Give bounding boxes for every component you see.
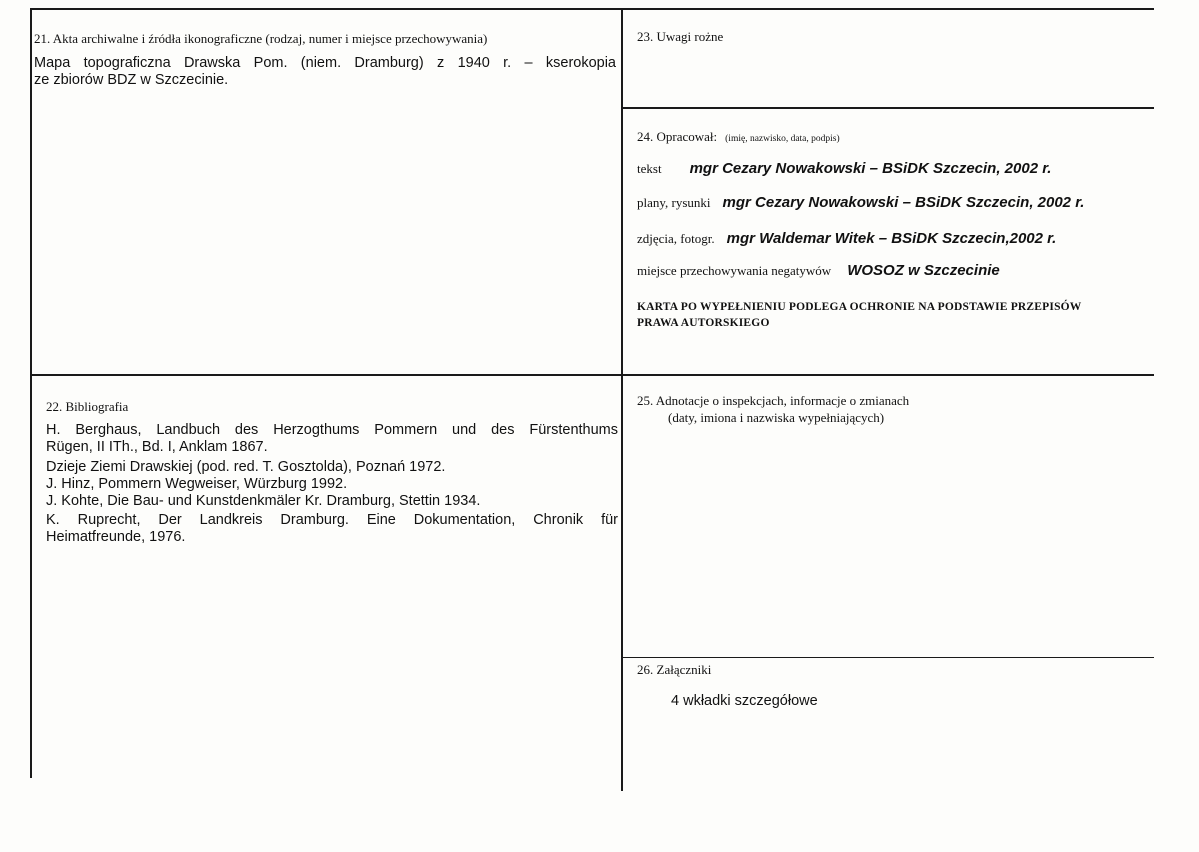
section-26-label: 26. Załączniki <box>637 662 712 677</box>
section-21-line-2: ze zbiorów BDZ w Szczecinie. <box>34 72 229 88</box>
bibliography-entry: Dzieje Ziemi Drawskiej (pod. red. T. Gosztolda), Poznań 1972. <box>46 459 446 475</box>
bibliography-entry: K. Ruprecht, Der Landkreis Dramburg. Eine Dokumentation, Chronik für <box>46 512 618 528</box>
author-row-value: mgr Cezary Nowakowski – BSiDK Szczecin, 2002 r. <box>722 194 1085 211</box>
section-24-label: 24. Opracował: <box>637 129 718 144</box>
top-border <box>30 8 1154 10</box>
section-25-label: 25. Adnotacje o inspekcjach, informacje o zmianach <box>637 393 910 408</box>
author-row-photos <box>637 230 1056 248</box>
bibliography-entry: J. Hinz, Pommern Wegweiser, Würzburg 1992. <box>46 476 348 492</box>
author-row-key: plany, rysunki <box>637 195 711 210</box>
bibliography-entry: Rügen, II ITh., Bd. I, Anklam 1867. <box>46 439 268 455</box>
section-25-sublabel: (daty, imiona i nazwiska wypełniających) <box>668 410 885 425</box>
bibliography-entry: H. Berghaus, Landbuch des Herzogthums Pommern und des Fürstenthums <box>46 422 618 438</box>
bibliography-entry: Heimatfreunde, 1976. <box>46 529 186 545</box>
section-24-header <box>637 128 840 146</box>
author-row-value: mgr Waldemar Witek – BSiDK Szczecin,2002 r. <box>726 230 1057 247</box>
author-row-key: zdjęcia, fotogr. <box>637 231 715 246</box>
bibliography-entry: J. Kohte, Die Bau- und Kunstdenkmäler Kr. Dramburg, Stettin 1934. <box>46 493 481 509</box>
author-row-value: WOSOZ w Szczecinie <box>847 262 1000 279</box>
section-21-line-1: Mapa topograficzna Drawska Pom. (niem. Dramburg) z 1940 r. – kserokopia <box>34 55 616 71</box>
center-divider <box>621 8 623 791</box>
copyright-notice-line-1: KARTA PO WYPEŁNIENIU PODLEGA OCHRONIE NA PODSTAWIE PRZEPISÓW <box>637 301 1082 313</box>
section-21-label: 21. Akta archiwalne i źródła ikonograficzne (rodzaj, numer i miejsce przechowywania) <box>34 31 488 46</box>
author-row-plans <box>637 194 1084 212</box>
horizontal-divider-left <box>30 374 622 376</box>
horizontal-divider-right-mid <box>621 374 1154 376</box>
author-row-text <box>637 160 1051 178</box>
copyright-notice-line-2: PRAWA AUTORSKIEGO <box>637 317 770 329</box>
section-22-label: 22. Bibliografia <box>46 399 129 414</box>
left-border <box>30 8 32 778</box>
section-23-label: 23. Uwagi rożne <box>637 29 724 44</box>
author-row-value: mgr Cezary Nowakowski – BSiDK Szczecin, 2002 r. <box>689 160 1052 177</box>
section-24-hint: (imię, nazwisko, data, podpis) <box>725 134 840 144</box>
horizontal-divider-25-26 <box>621 657 1154 658</box>
author-row-key: miejsce przechowywania negatywów <box>637 263 832 278</box>
section-26-value: 4 wkładki szczegółowe <box>671 693 818 709</box>
horizontal-divider-23-24 <box>621 107 1154 109</box>
author-row-key: tekst <box>637 161 662 176</box>
author-row-negatives <box>637 262 1000 280</box>
